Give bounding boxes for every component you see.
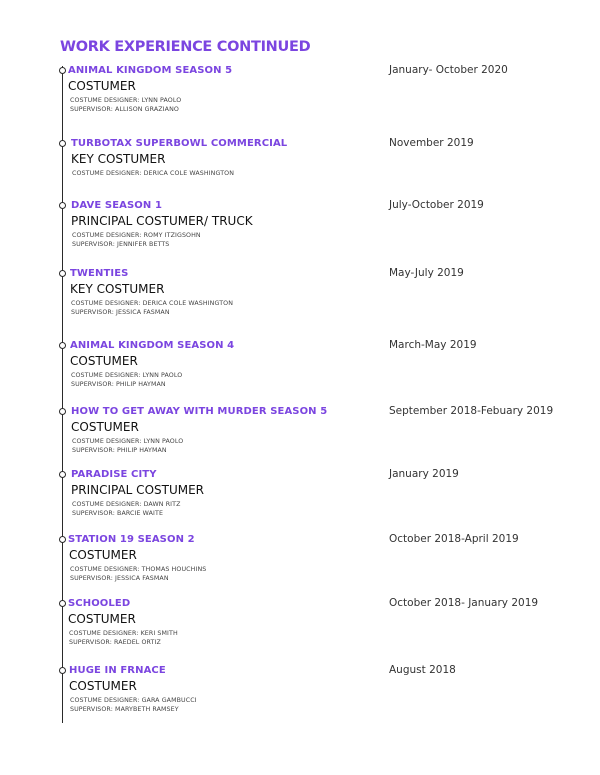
- date-range: October 2018-April 2019: [389, 533, 519, 545]
- credit-supervisor: SUPERVISOR: ALLISON GRAZIANO: [70, 106, 179, 113]
- date-range: August 2018: [389, 664, 456, 676]
- date-range: October 2018- January 2019: [389, 597, 539, 609]
- show-title: TWENTIES: [70, 268, 129, 279]
- timeline-dot-icon: [59, 471, 66, 478]
- timeline-dot-icon: [59, 270, 66, 277]
- timeline-dot-icon: [59, 140, 66, 147]
- credit-designer: COSTUME DESIGNER: LYNN PAOLO: [71, 372, 183, 379]
- credit-supervisor: SUPERVISOR: RAEDEL ORTIZ: [69, 639, 161, 646]
- timeline-dot-icon: [59, 67, 66, 74]
- role-title: PRINCIPAL COSTUMER/ TRUCK: [71, 214, 253, 228]
- show-title: STATION 19 SEASON 2: [68, 534, 195, 545]
- credit-designer: COSTUME DESIGNER: ROMY ITZIGSOHN: [72, 232, 201, 239]
- timeline-dot-icon: [59, 536, 66, 543]
- credit-supervisor: SUPERVISOR: PHILIP HAYMAN: [72, 447, 167, 454]
- credit-supervisor: SUPERVISOR: PHILIP HAYMAN: [71, 381, 166, 388]
- show-title: HOW TO GET AWAY WITH MURDER SEASON 5: [71, 406, 328, 417]
- show-title: TURBOTAX SUPERBOWL COMMERCIAL: [71, 138, 288, 149]
- credit-designer: COSTUME DESIGNER: LYNN PAOLO: [70, 97, 182, 104]
- credit-designer: COSTUME DESIGNER: KERI SMITH: [69, 630, 178, 637]
- timeline-dot-icon: [59, 342, 66, 349]
- credit-supervisor: SUPERVISOR: JESSICA FASMAN: [70, 575, 169, 582]
- timeline-dot-icon: [59, 202, 66, 209]
- role-title: COSTUMER: [68, 612, 136, 626]
- role-title: COSTUMER: [70, 354, 138, 368]
- role-title: COSTUMER: [71, 420, 139, 434]
- date-range: November 2019: [389, 137, 474, 149]
- date-range: September 2018-Febuary 2019: [389, 405, 554, 417]
- role-title: COSTUMER: [69, 679, 137, 693]
- role-title: COSTUMER: [68, 79, 136, 93]
- date-range: March-May 2019: [389, 339, 477, 351]
- credit-designer: COSTUME DESIGNER: DERICA COLE WASHINGTON: [71, 300, 234, 307]
- credit-supervisor: SUPERVISOR: MARYBETH RAMSEY: [70, 706, 179, 713]
- credit-supervisor: SUPERVISOR: JENNIFER BETTS: [72, 241, 170, 248]
- role-title: KEY COSTUMER: [70, 282, 165, 296]
- show-title: ANIMAL KINGDOM SEASON 5: [68, 65, 233, 76]
- credit-designer: COSTUME DESIGNER: DAWN RITZ: [72, 501, 181, 508]
- page-title: WORK EXPERIENCE CONTINUED: [60, 39, 311, 55]
- credit-supervisor: SUPERVISOR: JESSICA FASMAN: [71, 309, 170, 316]
- timeline-dot-icon: [59, 408, 66, 415]
- role-title: KEY COSTUMER: [71, 152, 166, 166]
- show-title: SCHOOLED: [68, 598, 131, 609]
- timeline-dot-icon: [59, 667, 66, 674]
- date-range: January 2019: [389, 468, 459, 480]
- date-range: January- October 2020: [389, 64, 508, 76]
- show-title: ANIMAL KINGDOM SEASON 4: [70, 340, 235, 351]
- credit-supervisor: SUPERVISOR: BARCIE WAITE: [72, 510, 164, 517]
- show-title: PARADISE CITY: [71, 469, 157, 480]
- show-title: DAVE SEASON 1: [71, 200, 162, 211]
- timeline-dot-icon: [59, 600, 66, 607]
- role-title: COSTUMER: [69, 548, 137, 562]
- date-range: July-October 2019: [389, 199, 484, 211]
- show-title: HUGE IN FRNACE: [69, 665, 166, 676]
- role-title: PRINCIPAL COSTUMER: [71, 483, 205, 497]
- credit-designer: COSTUME DESIGNER: LYNN PAOLO: [72, 438, 184, 445]
- timeline-line: [62, 66, 63, 723]
- credit-designer: COSTUME DESIGNER: GARA GAMBUCCI: [70, 697, 197, 704]
- credit-designer: COSTUME DESIGNER: THOMAS HOUCHINS: [70, 566, 207, 573]
- date-range: May-July 2019: [389, 267, 464, 279]
- credit-designer: COSTUME DESIGNER: DERICA COLE WASHINGTON: [72, 170, 235, 177]
